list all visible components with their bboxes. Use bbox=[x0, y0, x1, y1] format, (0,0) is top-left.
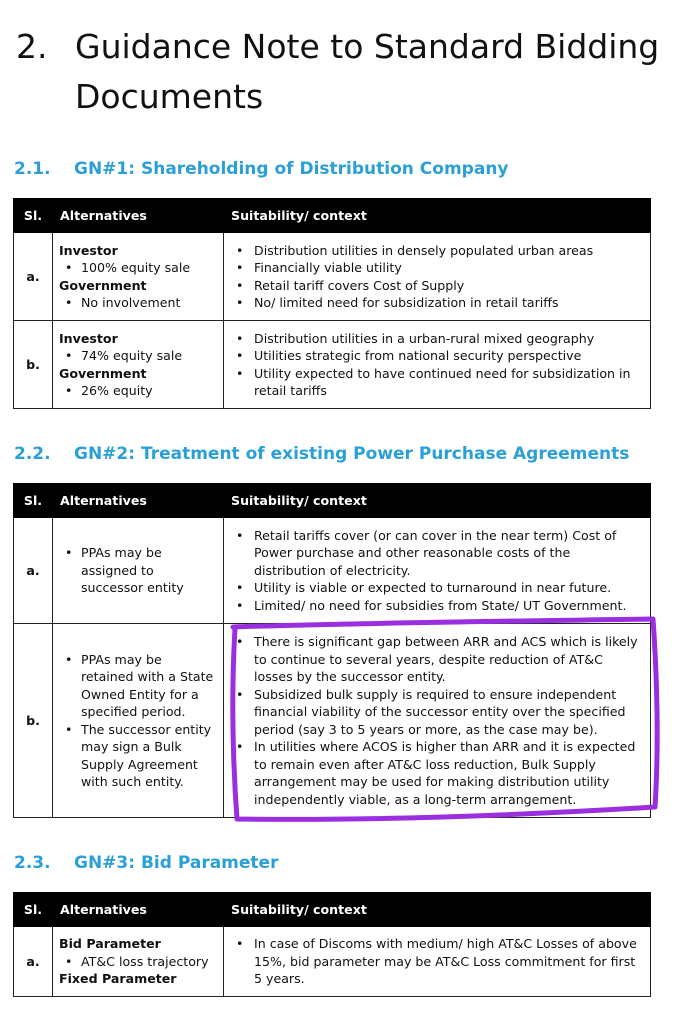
alt-label: Government bbox=[59, 277, 147, 293]
context-item: • Utilities strategic from national security perspective bbox=[230, 347, 644, 365]
alt-label: Bid Parameter bbox=[59, 936, 161, 952]
col-suitability: Suitability/ context bbox=[224, 199, 651, 233]
col-alternatives: Alternatives bbox=[53, 893, 224, 927]
table-row bbox=[14, 233, 651, 321]
section-number: 2.1. bbox=[14, 159, 51, 179]
table-row bbox=[14, 518, 651, 624]
row-alternatives bbox=[53, 321, 224, 409]
alt-label: Investor bbox=[59, 330, 118, 346]
table-row bbox=[14, 927, 651, 997]
section-title: GN#3: Bid Parameter bbox=[74, 853, 279, 873]
alt-item: • AT&C loss trajectory bbox=[59, 953, 217, 971]
row-sl: b. bbox=[14, 321, 53, 409]
col-suitability: Suitability/ context bbox=[224, 893, 651, 927]
context-item: • There is significant gap between ARR and ACS which is likely to continue to several years, despite reduction of AT&C losses by the successor entity. bbox=[230, 633, 644, 686]
alt-item: • PPAs may be assigned to successor entity bbox=[59, 544, 217, 597]
alt-label: Investor bbox=[59, 242, 118, 258]
alt-item: • PPAs may be retained with a State Owned Entity for a specified period. bbox=[59, 651, 217, 721]
context-item: • No/ limited need for subsidization in retail tariffs bbox=[230, 294, 644, 312]
alt-item: • The successor entity may sign a Bulk Supply Agreement with such entity. bbox=[59, 721, 217, 791]
context-item: • Retail tariff covers Cost of Supply bbox=[230, 277, 644, 295]
alt-item: • 26% equity bbox=[59, 382, 217, 400]
alt-label: Government bbox=[59, 365, 147, 381]
context-item: • In case of Discoms with medium/ high AT&C Losses of above 15%, bid parameter may be AT&C Loss commitment for first 5 years. bbox=[230, 935, 644, 988]
context-item: • Distribution utilities in densely populated urban areas bbox=[230, 242, 644, 260]
row-context bbox=[224, 518, 651, 624]
alt-item: • No involvement bbox=[59, 294, 217, 312]
table-gn2 bbox=[13, 483, 651, 818]
table-gn1 bbox=[13, 198, 651, 409]
col-sl: Sl. bbox=[14, 484, 53, 518]
row-alternatives bbox=[53, 233, 224, 321]
section-heading-gn2 bbox=[14, 444, 629, 464]
context-item: • Utility is viable or expected to turnaround in near future. bbox=[230, 579, 644, 597]
section-heading-gn3 bbox=[14, 853, 278, 873]
row-sl: a. bbox=[14, 518, 53, 624]
context-item: • Financially viable utility bbox=[230, 259, 644, 277]
col-suitability: Suitability/ context bbox=[224, 484, 651, 518]
row-alternatives bbox=[53, 624, 224, 818]
table-row bbox=[14, 624, 651, 818]
section-title: GN#1: Shareholding of Distribution Company bbox=[74, 159, 509, 179]
row-context bbox=[224, 321, 651, 409]
section-title: GN#2: Treatment of existing Power Purchase Agreements bbox=[74, 444, 630, 464]
heading-title: Guidance Note to Standard Bidding Documents bbox=[75, 27, 660, 116]
alt-label: Fixed Parameter bbox=[59, 971, 177, 987]
context-item: • In utilities where ACOS is higher than ARR and it is expected to remain even after AT&C loss reduction, Bulk Supply arrangement may be used for making distribution utility independently viable, as a long-term arrangement. bbox=[230, 738, 644, 808]
row-context bbox=[224, 927, 651, 997]
row-sl: a. bbox=[14, 233, 53, 321]
col-sl: Sl. bbox=[14, 199, 53, 233]
context-item: • Retail tariffs cover (or can cover in the near term) Cost of Power purchase and other reasonable costs of the distribution of electricity. bbox=[230, 527, 644, 580]
section-number: 2.2. bbox=[14, 444, 51, 464]
row-alternatives bbox=[53, 927, 224, 997]
table-gn3 bbox=[13, 892, 651, 997]
row-context bbox=[224, 233, 651, 321]
heading-number: 2. bbox=[16, 27, 48, 66]
table-row bbox=[14, 321, 651, 409]
row-context bbox=[224, 624, 651, 818]
col-alternatives: Alternatives bbox=[53, 484, 224, 518]
context-item: • Distribution utilities in a urban-rural mixed geography bbox=[230, 330, 644, 348]
context-item: • Utility expected to have continued need for subsidization in retail tariffs bbox=[230, 365, 644, 400]
alt-item: • 74% equity sale bbox=[59, 347, 217, 365]
col-sl: Sl. bbox=[14, 893, 53, 927]
row-sl: b. bbox=[14, 624, 53, 818]
table-header-row bbox=[14, 199, 651, 233]
section-number: 2.3. bbox=[14, 853, 51, 873]
context-item: • Limited/ no need for subsidies from State/ UT Government. bbox=[230, 597, 644, 615]
alt-item: • 100% equity sale bbox=[59, 259, 217, 277]
row-alternatives bbox=[53, 518, 224, 624]
col-alternatives: Alternatives bbox=[53, 199, 224, 233]
table-header-row bbox=[14, 893, 651, 927]
table-header-row bbox=[14, 484, 651, 518]
section-heading-gn1 bbox=[14, 159, 509, 179]
context-item: • Subsidized bulk supply is required to ensure independent financial viability of the successor entity over the specified period (say 3 to 5 years or more, as the case may be). bbox=[230, 686, 644, 739]
row-sl: a. bbox=[14, 927, 53, 997]
